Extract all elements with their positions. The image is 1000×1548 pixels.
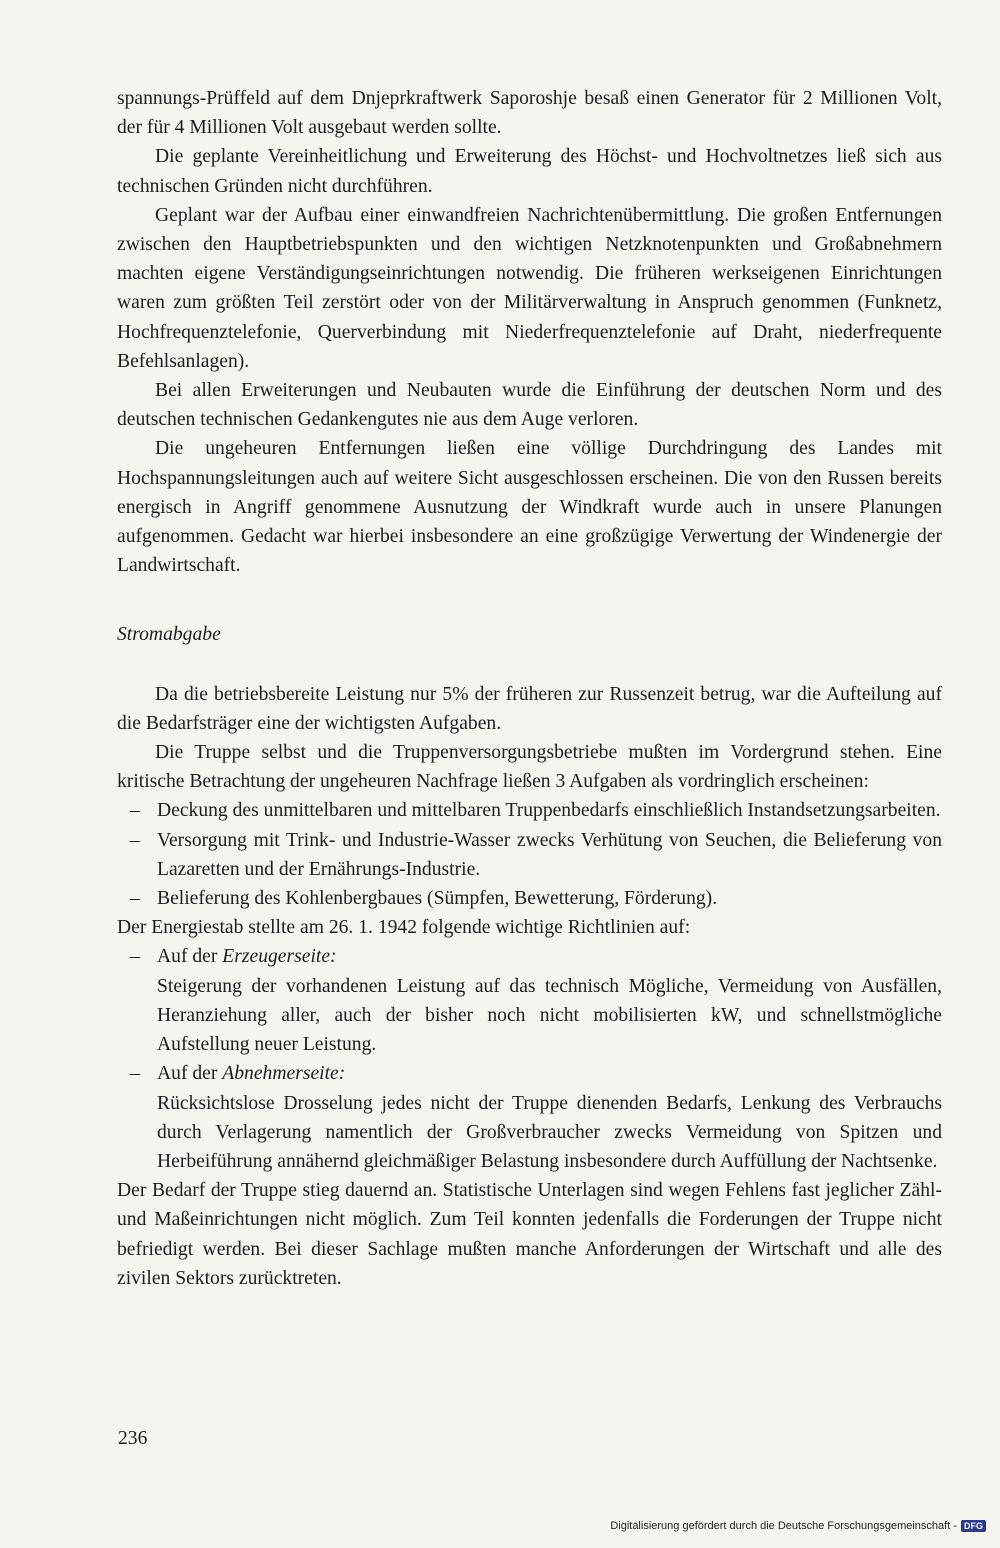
dfg-logo-icon: DFG [961, 1520, 986, 1532]
guideline-body: Steigerung der vorhandenen Leistung auf das technisch Mögliche, Vermeidung von Ausfällen, Heranziehung aller, auch der bisher noch nicht mobilisierten kW, und schnellstmögliche Aufstellung neuer Leistung. [157, 975, 942, 1056]
paragraph: Die geplante Vereinheitlichung und Erweiterung des Höchst- und Hochvoltnetzes ließ sich aus technischen Gründen nicht durchführen. [117, 146, 942, 197]
paragraph: Der Energiestab stellte am 26. 1. 1942 folgende wichtige Richtlinien auf: [117, 917, 691, 939]
task-list [117, 796, 942, 913]
page-number: 236 [118, 1428, 148, 1449]
paragraph: spannungs-Prüffeld auf dem Dnjeprkraftwerk Saporoshje besaß einen Generator für 2 Millionen Volt, der für 4 Millionen Volt ausgebaut werden sollte. [117, 88, 942, 139]
guideline-prefix: Auf der [157, 1063, 223, 1085]
list-item-text: Belieferung des Kohlenbergbaues (Sümpfen, Bewetterung, Förderung). [157, 888, 718, 910]
list-item-text: Versorgung mit Trink- und Industrie-Wasser zwecks Verhütung von Seuchen, die Belieferung von Lazaretten und der Ernährungs-Industrie. [157, 829, 942, 880]
guideline-prefix: Auf der [157, 946, 223, 968]
dash-bullet: – [130, 946, 140, 968]
paragraph: Der Bedarf der Truppe stieg dauernd an. Statistische Unterlagen sind wegen Fehlens fast jeglicher Zähl- und Maßeinrichtungen nicht möglich. Zum Teil konnten jedenfalls die Forderungen der Truppe nicht befriedigt werden. Bei dieser Sachlage mußten manche Anforderungen der Wirtschaft und alle des zivilen Sektors zurücktreten. [117, 1180, 942, 1289]
paragraph: Bei allen Erweiterungen und Neubauten wurde die Einführung der deutschen Norm und des deutschen technischen Gedankengutes nie aus dem Auge verloren. [117, 380, 942, 431]
list-item [117, 1059, 942, 1176]
dash-bullet: – [130, 829, 140, 851]
paragraph: Da die betriebsbereite Leistung nur 5% der früheren zur Russenzeit betrug, war die Aufteilung auf die Bedarfsträger eine der wichtigsten Aufgaben. [117, 683, 942, 734]
list-item [117, 796, 942, 825]
list-item [117, 826, 942, 884]
dash-bullet: – [130, 1063, 140, 1085]
paragraph: Die ungeheuren Entfernungen ließen eine völlige Durchdringung des Landes mit Hochspannungsleitungen auch auf weitere Sicht ausgeschlossen erscheinen. Die von den Russen bereits energisch in Angriff genommene Ausnutzung der Windkraft wurde auch in unsere Planungen aufgenommen. Gedacht war hierbei insbesondere an eine großzügige Verwertung der Windenergie der Landwirtschaft. [117, 438, 942, 577]
paragraph: Die Truppe selbst und die Truppenversorgungsbetriebe mußten im Vordergrund stehen. Eine kritische Betrachtung der ungeheuren Nachfrage ließen 3 Aufgaben als vordringlich erscheinen: [117, 742, 942, 793]
page-body [117, 84, 942, 1293]
guideline-term: Erzeugerseite: [222, 946, 337, 968]
section-heading: Stromabgabe [117, 624, 221, 646]
guideline-term: Abnehmerseite: [222, 1063, 346, 1085]
dash-bullet: – [130, 888, 140, 910]
list-item-text: Deckung des unmittelbaren und mittelbaren Truppenbedarfs einschließlich Instandsetzungsarbeiten. [157, 800, 941, 822]
footer-text: Digitalisierung gefördert durch die Deutsche Forschungsgemeinschaft - [610, 1520, 957, 1532]
guideline-list [117, 942, 942, 1176]
footer [610, 1520, 986, 1532]
list-item [117, 942, 942, 1059]
guideline-body: Rücksichtslose Drosselung jedes nicht der Truppe dienenden Bedarfs, Lenkung des Verbrauchs durch Verlagerung namentlich der Großverbraucher zwecks Vermeidung von Spitzen und Herbeiführung annähernd gleichmäßiger Belastung insbesondere durch Auffüllung der Nachtsenke. [157, 1092, 942, 1172]
list-item [117, 884, 942, 913]
dash-bullet: – [130, 800, 140, 822]
paragraph: Geplant war der Aufbau einer einwandfreien Nachrichtenübermittlung. Die großen Entfernungen zwischen den Hauptbetriebspunkten und den wichtigen Netzknotenpunkten und Großabnehmern machten eigene Verständigungseinrichtungen notwendig. Die früheren werkseigenen Einrichtungen waren zum größten Teil zerstört oder von der Militärverwaltung in Anspruch genommen (Funknetz, Hochfrequenztelefonie, Querverbindung mit Niederfrequenztelefonie auf Draht, niederfrequente Befehlsanlagen). [117, 204, 942, 372]
